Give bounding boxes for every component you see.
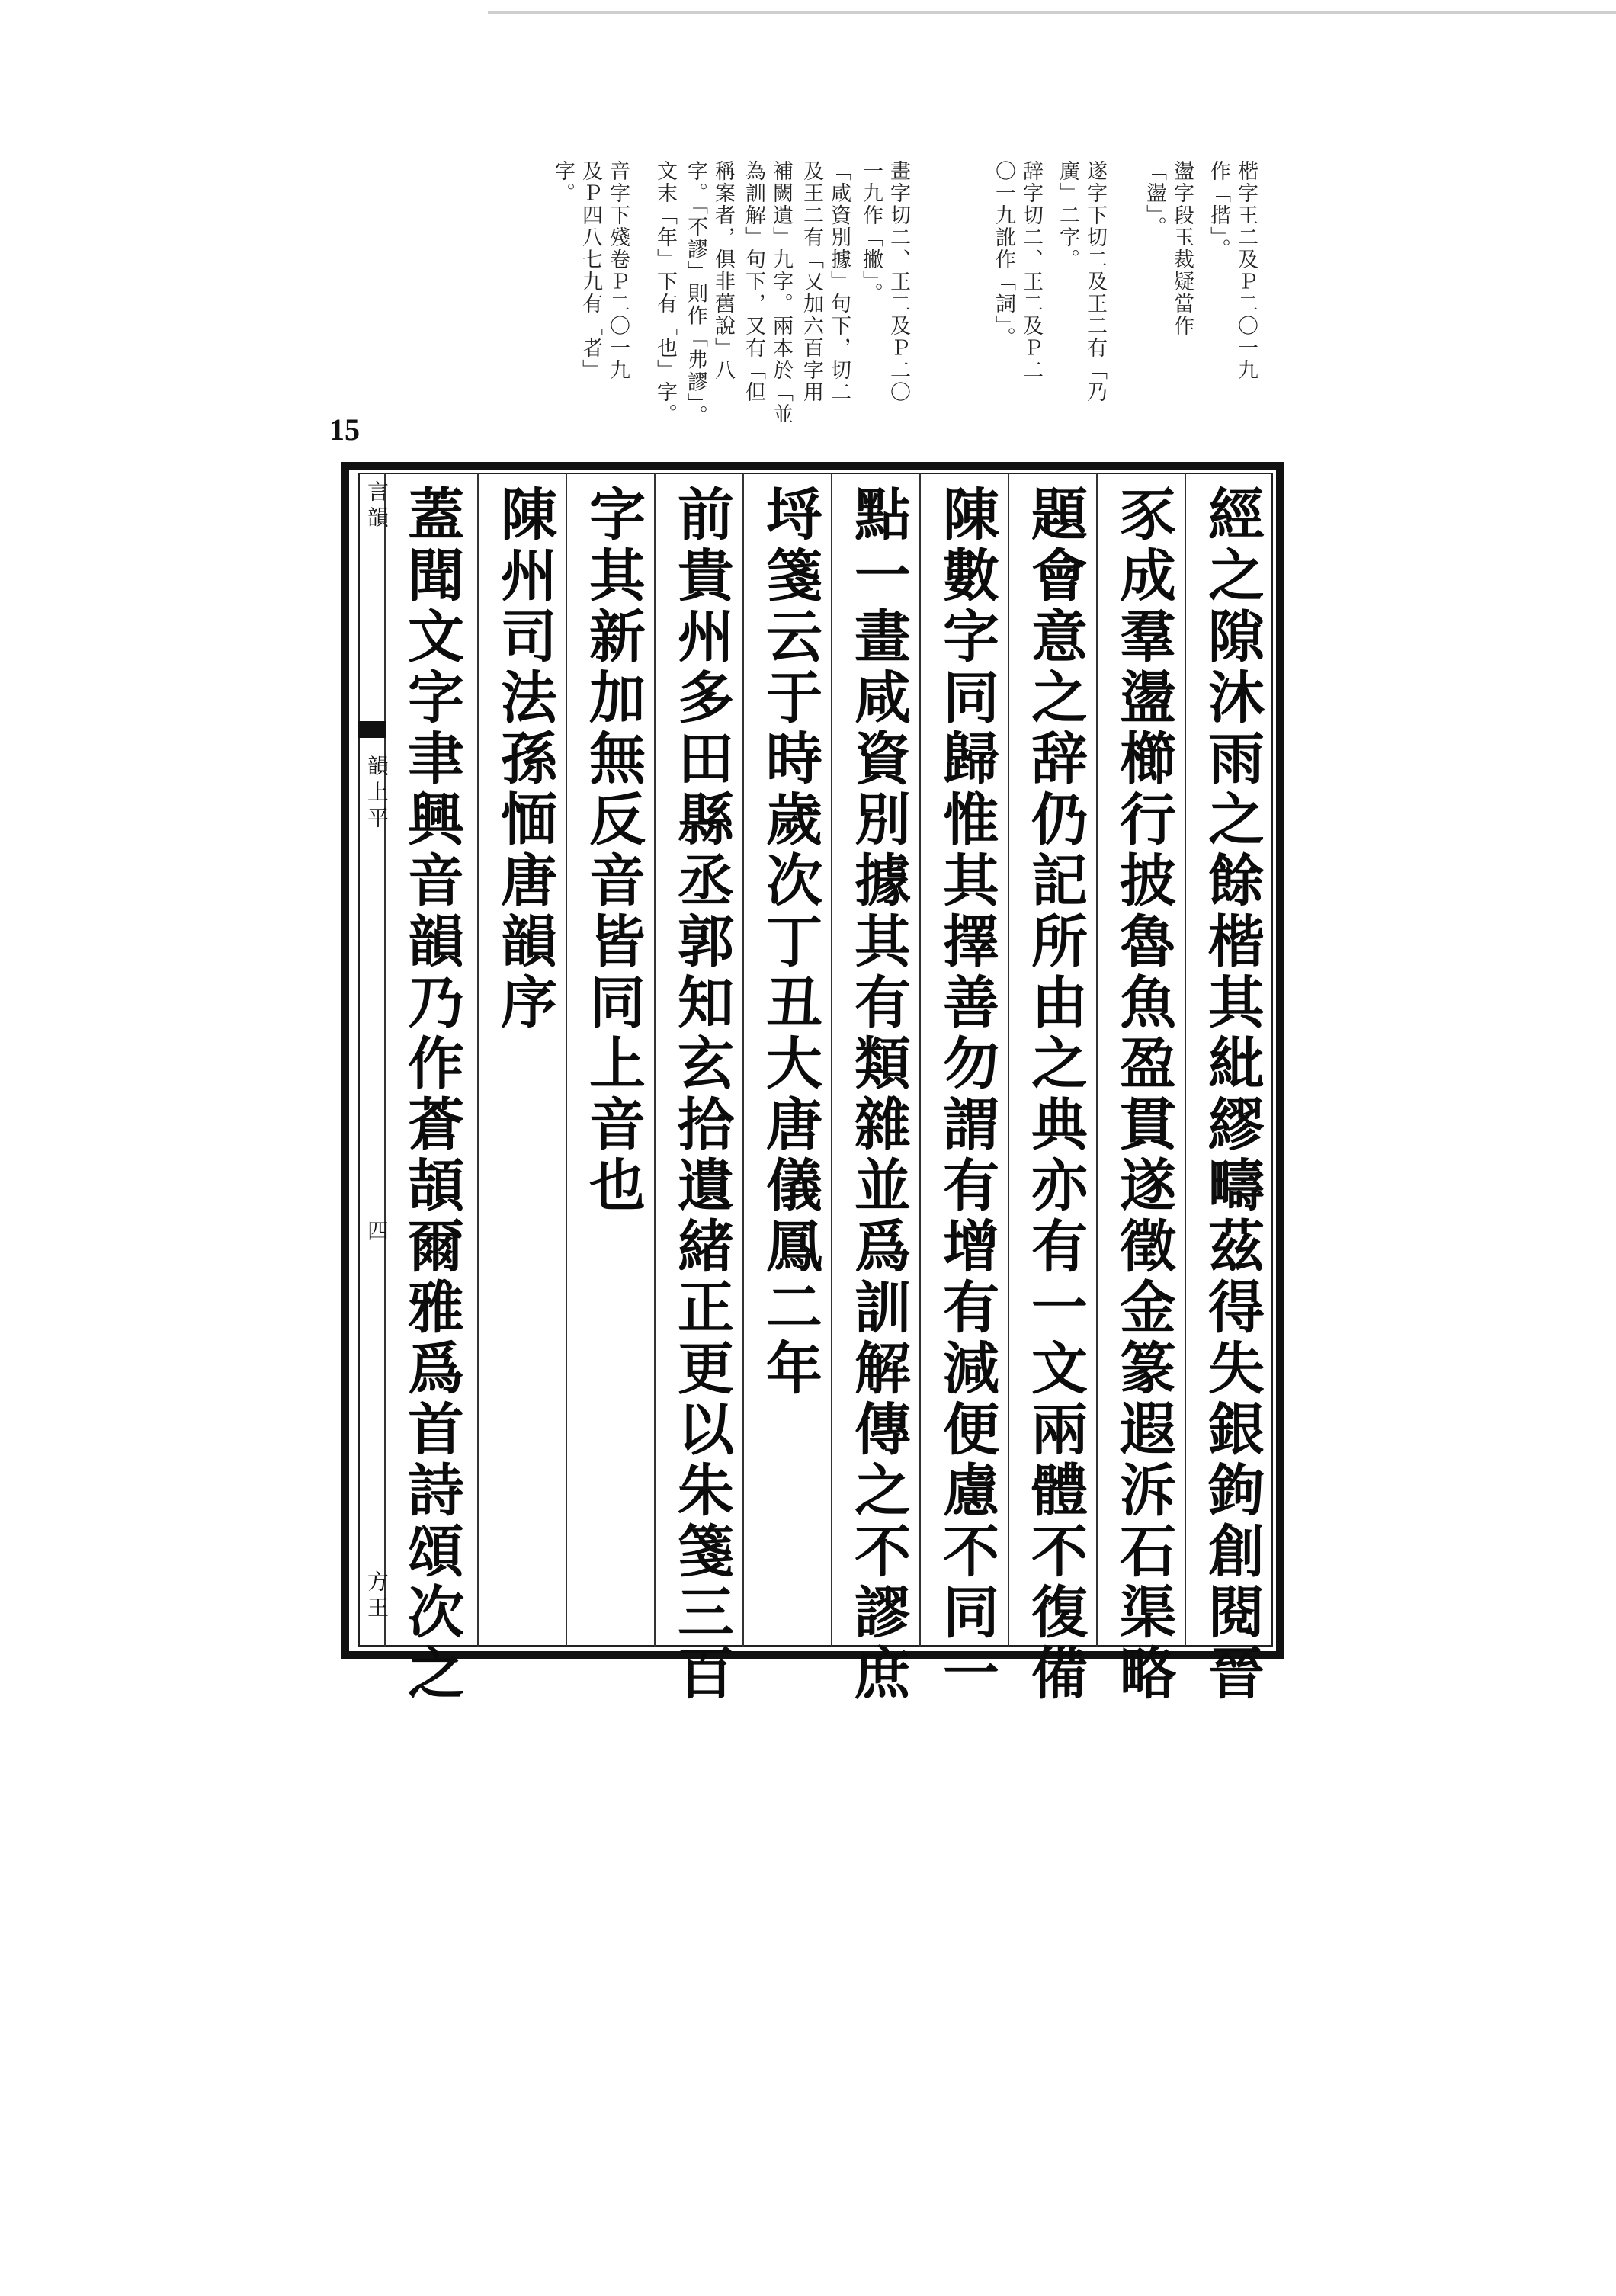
note-line: 及Ｐ四八七九有「者」 [579,160,602,381]
note-line: 文末「年」下有「也」字。 [653,160,677,425]
note-line: 〇一九訛作「詞」。 [992,160,1015,349]
note-line: 字。 [551,160,575,204]
column-rule [919,473,921,1647]
note-line: 稱案者，俱非舊說」八 [711,160,735,381]
note-line: 字。「不謬」則作「弗謬」。 [684,160,707,427]
note-line: 畫字切二、王二及Ｐ二〇 [887,160,910,403]
text-column: 蓋聞文字聿興音韻乃作蒼頡爾雅爲首詩頌次之 [399,485,464,1704]
note-line: 作「揩」。 [1207,160,1230,261]
column-rule [1008,473,1009,1647]
text-column: 埒箋云于時歲次丁丑大唐儀鳳二年 [757,485,822,1400]
text-column: 經之隙沐雨之餘楷其紕繆疇茲得失銀鉤創閱晉 [1199,485,1265,1704]
column-rule [742,473,744,1647]
note-line: 為訓解」句下，又有「但 [742,160,765,403]
note-line: 盪字段玉裁疑當作 [1170,160,1194,337]
margin-bottom-mark: 方王 [364,1570,390,1622]
text-column: 字其新加無反音皆同上音也 [580,485,646,1217]
text-column: 豕成羣盪櫛行披魯魚盈貫遂徵金篆遐泝石渠略 [1111,485,1176,1704]
margin-section: 韻上平 [364,755,390,832]
top-edge-rule [488,11,1616,14]
note-line: 及王二有「又加六百字用 [800,160,823,403]
note-line: 廣」二字。 [1056,160,1079,271]
note-line: 遂字下切二及王二有「乃 [1083,160,1107,403]
note-line: 音字下殘卷Ｐ二〇一九 [606,160,630,381]
margin-page-number: 四 [364,1220,390,1246]
column-rule [1185,473,1186,1647]
page-number: 15 [329,412,360,447]
note-line: 「盪」。 [1143,160,1166,239]
note-line: 「咸資別據」句下，切二 [827,160,851,403]
column-rule [831,473,832,1647]
note-line: 辞字切二、王二及Ｐ二 [1019,160,1043,381]
fish-tail-mark [358,721,386,738]
column-rule [1096,473,1098,1647]
note-line: 一九作「撇」。 [859,160,883,305]
text-column: 陳數字同歸惟其擇善勿謂有增有減便慮不同一 [934,485,999,1704]
column-rule [477,473,479,1647]
text-column: 題會意之辞仍記所由之典亦有一文兩體不復備 [1022,485,1088,1704]
column-rule [654,473,656,1647]
text-column: 點一畫咸資別據其有類雜並爲訓解傳之不謬庶 [845,485,911,1704]
margin-title: 言韻 [364,480,390,532]
column-rule [566,473,567,1647]
note-line: 楷字王二及Ｐ二〇一九 [1234,160,1258,381]
margin-strip [358,473,386,1647]
note-line: 補闕遺」九字。兩本於「並 [769,160,793,425]
text-column: 前貴州多田縣丞郭知玄拾遺緒正更以朱箋三百 [669,485,734,1704]
text-column: 陳州司法孫愐唐韻序 [492,485,557,1034]
